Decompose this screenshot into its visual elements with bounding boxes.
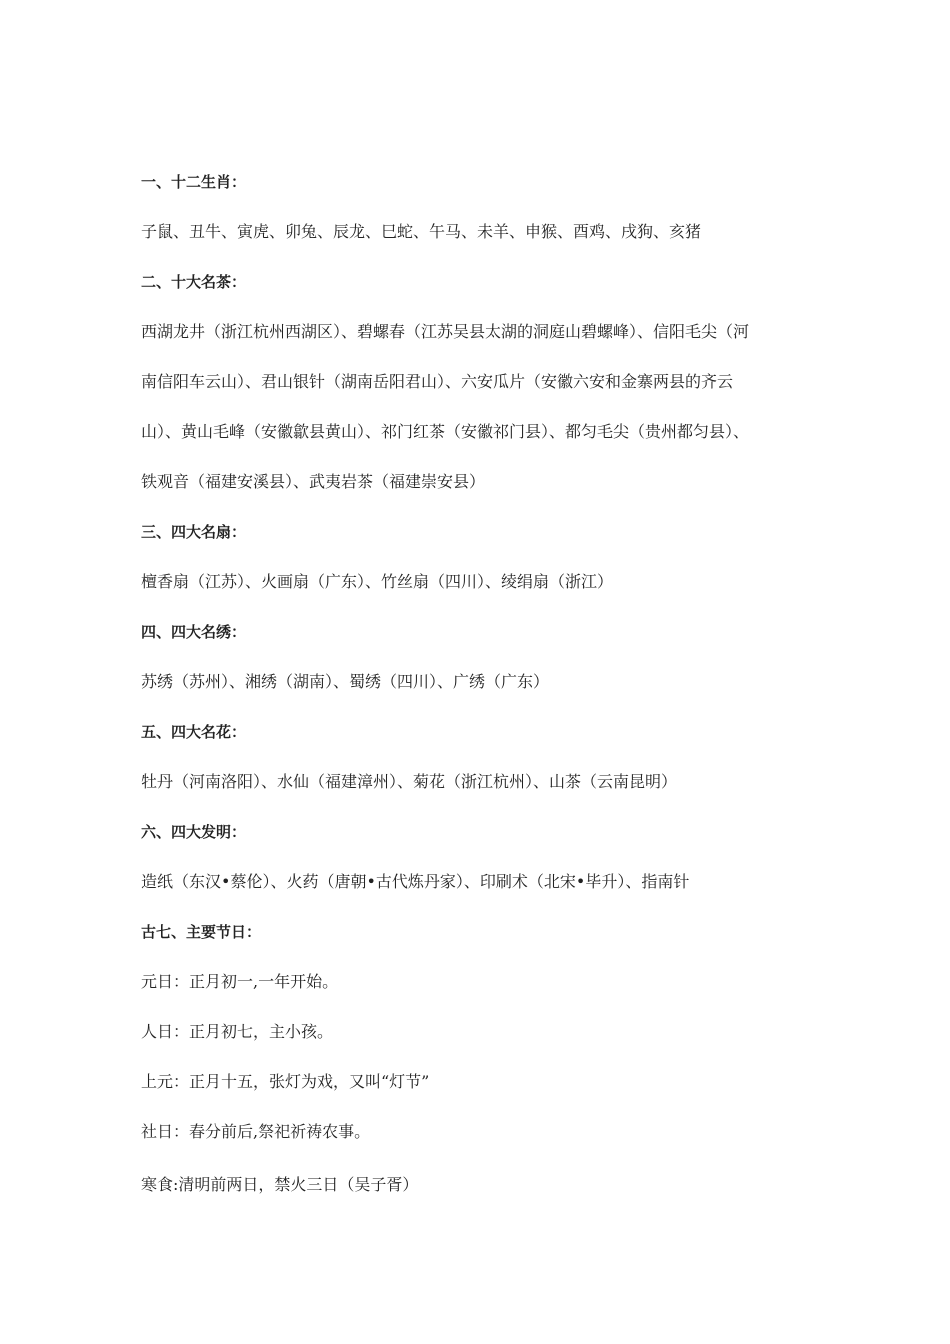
text-flowers-list: 牡丹（河南洛阳）、水仙（福建漳州）、菊花（浙江杭州）、山茶（云南昆明） <box>141 772 678 791</box>
text-fans-list: 檀香扇（江苏）、火画扇（广东）、竹丝扇（四川）、绫绢扇（浙江） <box>141 572 614 591</box>
text-festival-renri: 人日：正月初七，主小孩。 <box>141 1022 334 1041</box>
heading-famous-embroidery: 四、四大名绣： <box>141 623 247 641</box>
heading-famous-teas: 二、十大名茶： <box>141 273 247 291</box>
heading-famous-fans: 三、四大名扇： <box>141 523 247 541</box>
heading-inventions: 六、四大发明： <box>141 823 247 841</box>
text-zodiac-list: 子鼠、丑牛、寅虎、卯兔、辰龙、巳蛇、午马、未羊、申猴、酉鸡、戌狗、亥猪 <box>141 222 702 241</box>
text-teas-line-3: 山）、黄山毛峰（安徽歙县黄山）、祁门红茶（安徽祁门县）、都匀毛尖（贵州都匀县）、 <box>141 422 750 441</box>
text-inventions-list: 造纸（东汉•蔡伦）、火药（唐朝•古代炼丹家）、印刷术（北宋•毕升）、指南针 <box>141 872 690 891</box>
text-teas-line-4: 铁观音（福建安溪县）、武夷岩茶（福建崇安县） <box>141 472 486 491</box>
text-festival-shangyuan: 上元：正月十五，张灯为戏，又叫“灯节” <box>141 1072 430 1091</box>
heading-zodiac: 一、十二生肖： <box>141 173 247 191</box>
heading-famous-flowers: 五、四大名花： <box>141 723 247 741</box>
text-embroidery-list: 苏绣（苏州）、湘绣（湖南）、蜀绣（四川）、广绣（广东） <box>141 672 550 691</box>
text-festival-sheri: 社日：春分前后,祭祀祈祷农事。 <box>141 1122 371 1141</box>
text-festival-yuanri: 元日：正月初一,一年开始。 <box>141 972 339 991</box>
text-teas-line-2: 南信阳车云山）、君山银针（湖南岳阳君山）、六安瓜片（安徽六安和金寨两县的齐云 <box>141 372 734 391</box>
text-teas-line-1: 西湖龙井（浙江杭州西湖区）、碧螺春（江苏吴县太湖的洞庭山碧螺峰）、信阳毛尖（河 <box>141 322 750 341</box>
heading-festivals: 古七、主要节日： <box>141 923 262 941</box>
text-festival-hanshi: 寒食:清明前两日，禁火三日（吴子胥） <box>141 1175 419 1194</box>
